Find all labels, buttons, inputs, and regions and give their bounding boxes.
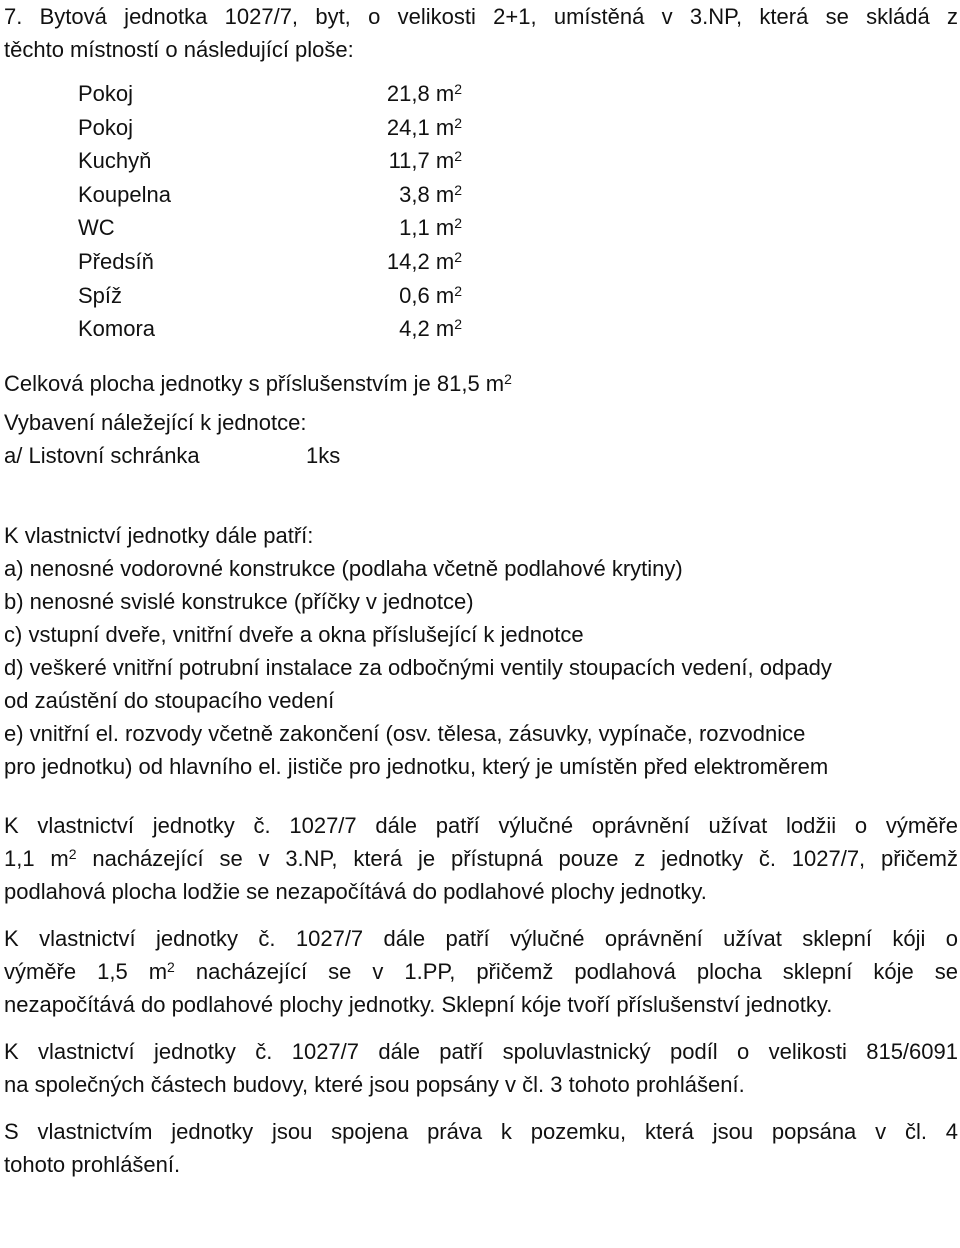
ownership-item: a) nenosné vodorovné konstrukce (podlaha včetně podlahové krytiny) <box>4 555 683 581</box>
loggia-line-3: podlahová plocha lodžie se nezapočítává do podlahové plochy jednotky. <box>4 878 707 904</box>
room-row <box>78 77 958 111</box>
equipment-item <box>4 439 958 472</box>
room-row <box>78 245 958 279</box>
room-area: 3,8 $m^2$ <box>399 181 462 207</box>
room-row <box>78 211 958 245</box>
ownership-item: pro jednotku) od hlavního el. jističe pro jednotku, který je umístěn před elektroměrem <box>4 753 829 779</box>
room-name: Předsíň <box>78 248 154 274</box>
room-area: 0,6 $m^2$ <box>399 282 462 308</box>
room-area: 21,8 $m^2$ <box>386 81 462 106</box>
share-line-2: na společných částech budovy, které jsou popsány v čl. 3 tohoto prohlášení. <box>4 1071 745 1097</box>
room-area: 4,2 $m^2$ <box>399 316 462 342</box>
header-line-1: 7. Bytová jednotka 1027/7, byt, o velikosti 2+1, umístěná v 3.NP, která se skládá z <box>4 4 958 29</box>
header-line-2: těchto místností o následující ploše: <box>4 37 354 62</box>
equipment-item-qty: 1ks <box>306 442 341 468</box>
land-line-1: S vlastnictvím jednotky jsou spojena práva k pozemku, která jsou popsána v čl. 4 <box>4 1118 958 1144</box>
cellar-line-1: K vlastnictví jednotky č. 1027/7 dále patří výlučné oprávnění užívat sklepní kóji o <box>4 925 958 951</box>
room-row <box>78 178 958 212</box>
room-name: Spíž <box>78 282 123 308</box>
room-row <box>78 144 958 178</box>
loggia-line-2: 1,1 $m^2$ nacházející se v 3.NP, která je přístupná pouze z jednotky č. 1027/7, přičemž <box>4 845 958 871</box>
room-name: Koupelna <box>78 181 171 207</box>
room-row <box>78 111 958 145</box>
ownership-item: b) nenosné svislé konstrukce (příčky v jednotce) <box>4 588 474 614</box>
equipment-title: Vybavení náležející k jednotce: <box>4 409 307 435</box>
room-row <box>78 312 958 346</box>
room-row <box>78 279 958 313</box>
room-area: 14,2 $m^2$ <box>386 248 462 274</box>
ownership-item: od zaústění do stoupacího vedení <box>4 687 335 713</box>
land-line-2: tohoto prohlášení. <box>4 1151 181 1177</box>
room-area: 1,1 $m^2$ <box>399 215 462 241</box>
cellar-line-2: výměře 1,5 $m^2$ nacházející se v 1.PP, přičemž podlahová plocha sklepní kóje se <box>4 958 958 984</box>
room-name: Pokoj <box>78 114 134 140</box>
room-area: 11,7 $m^2$ <box>388 148 462 174</box>
rooms-list <box>78 77 958 346</box>
ownership-item: c) vstupní dveře, vnitřní dveře a okna příslušející k jednotce <box>4 621 584 647</box>
ownership-list <box>4 552 958 783</box>
room-name: Pokoj <box>78 81 134 106</box>
ownership-title: K vlastnictví jednotky dále patří: <box>4 522 314 548</box>
ownership-item: d) veškeré vnitřní potrubní instalace za odbočnými ventily stoupacích vedení, odpady <box>4 654 832 680</box>
total-area: Celková plocha jednotky s příslušenstvím je 81,5 $m^2$ <box>4 370 512 396</box>
ownership-item: e) vnitřní el. rozvody včetně zakončení (osv. tělesa, zásuvky, vypínače, rozvodnice <box>4 720 806 746</box>
document-page <box>4 0 958 1181</box>
cellar-line-3: nezapočítává do podlahové plochy jednotky. Sklepní kóje tvoří příslušenství jednotky. <box>4 991 833 1017</box>
loggia-line-1: K vlastnictví jednotky č. 1027/7 dále patří výlučné oprávnění užívat lodžii o výměře <box>4 812 958 838</box>
share-line-1: K vlastnictví jednotky č. 1027/7 dále patří spoluvlastnický podíl o velikosti 815/6091 <box>4 1038 958 1064</box>
room-name: WC <box>78 215 115 241</box>
room-name: Komora <box>78 316 156 342</box>
room-name: Kuchyň <box>78 148 152 174</box>
equipment-item-name: a/ Listovní schránka <box>4 442 200 468</box>
room-area: 24,1 $m^2$ <box>386 114 462 140</box>
